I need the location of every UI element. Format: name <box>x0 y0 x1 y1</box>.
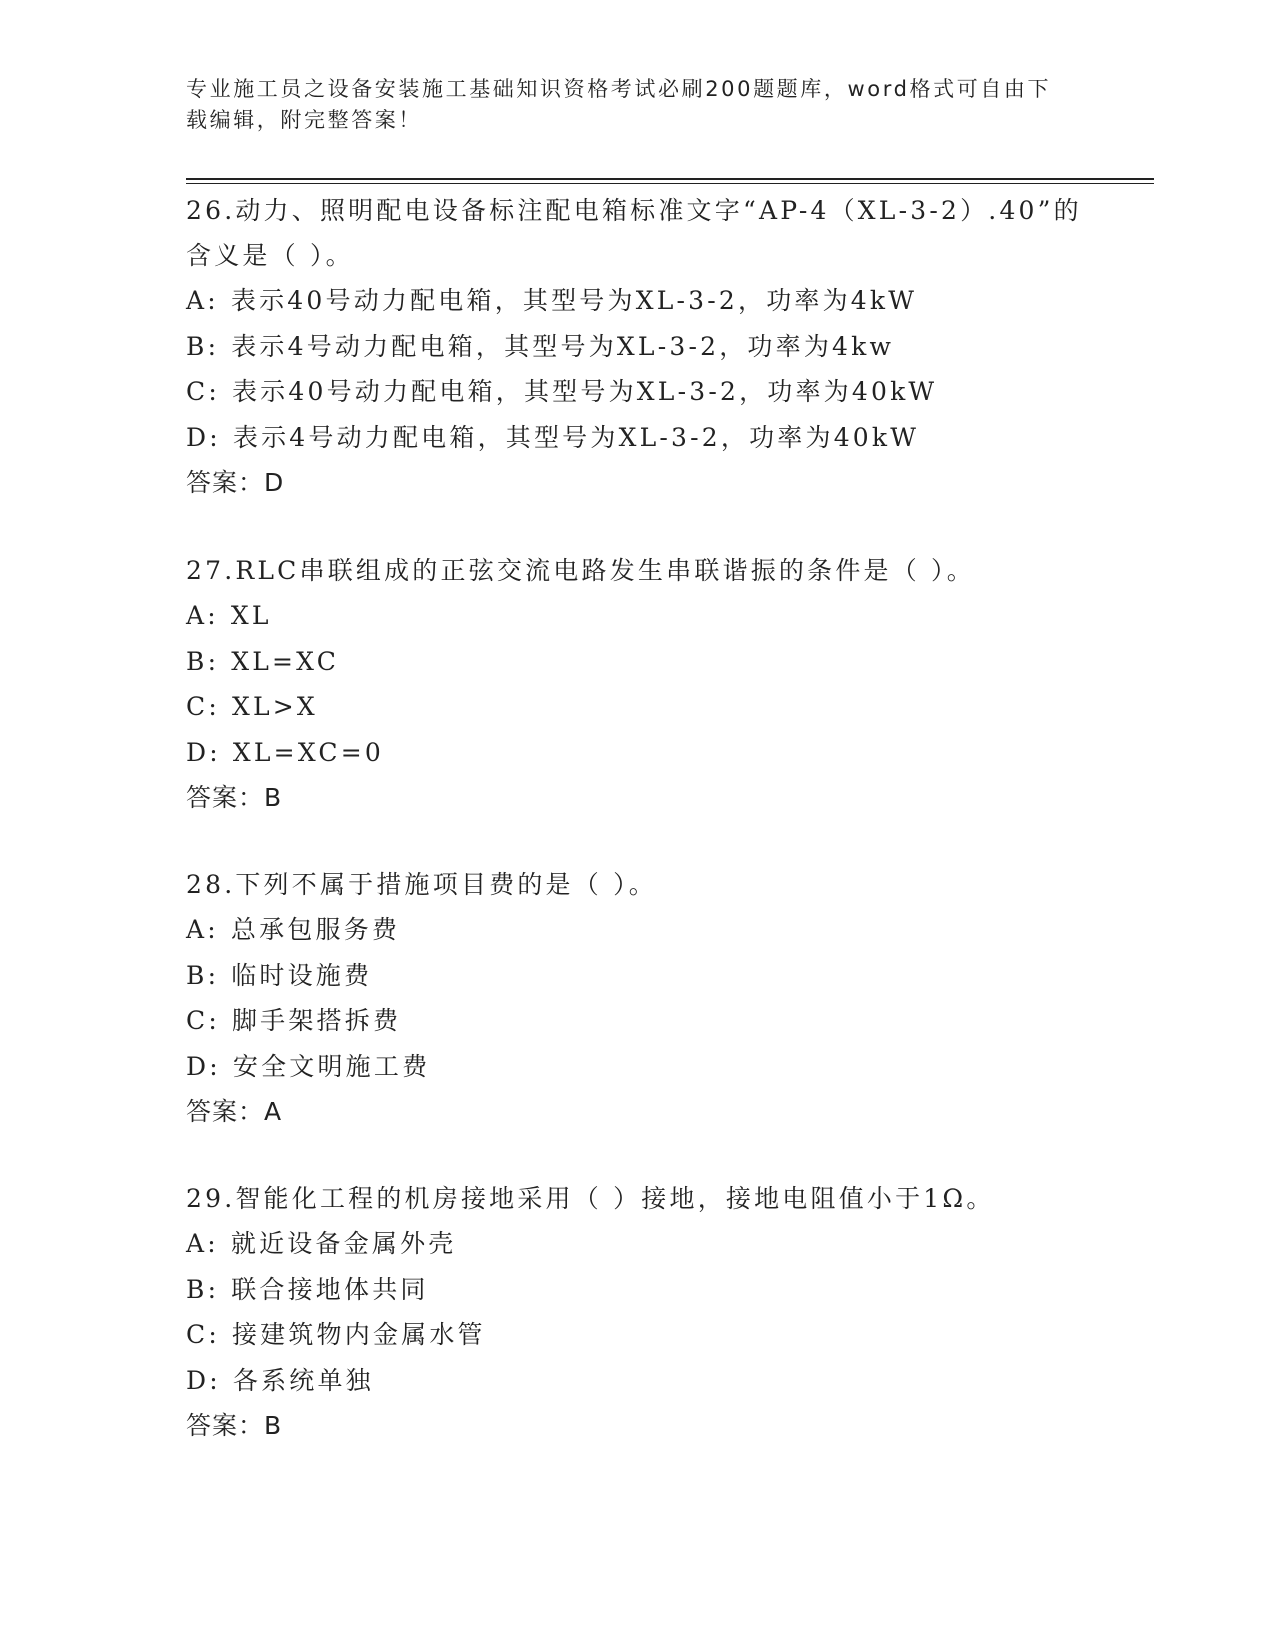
option-a <box>186 1221 1086 1267</box>
option-text: 就近设备金属外壳 <box>230 1229 457 1258</box>
option-c <box>186 1312 1086 1358</box>
answer-line: 答案：B <box>186 783 283 812</box>
option-a <box>186 278 1086 324</box>
question-26 <box>186 188 1086 505</box>
question-text: 28.下列不属于措施项目费的是（ ）。 <box>186 870 658 899</box>
option-text: 表示40号动力配电箱，其型号为XL-3-2，功率为4kW <box>230 286 918 315</box>
option-d <box>186 730 1086 776</box>
option-text: 表示4号动力配电箱，其型号为XL-3-2，功率为4kw <box>231 331 895 361</box>
header-divider-thick <box>186 178 1154 180</box>
question-text: 26.动力、照明配电设备标注配电箱标准文字“AP-4（XL-3-2）.40”的含义是（ ）。 <box>186 196 1082 270</box>
option-label: D: <box>186 1365 221 1395</box>
answer-line: 答案：A <box>186 1097 283 1126</box>
option-text: XL=XC=0 <box>232 737 384 767</box>
option-label: D: <box>186 1051 221 1081</box>
option-c <box>186 684 1086 730</box>
question-28 <box>186 862 1086 1134</box>
answer-line: 答案：D <box>186 468 285 497</box>
question-29 <box>186 1176 1086 1448</box>
question-text: 29.智能化工程的机房接地采用（ ）接地，接地电阻值小于1Ω。 <box>186 1184 995 1213</box>
option-text: 联合接地体共同 <box>231 1274 429 1304</box>
option-b <box>186 1267 1086 1313</box>
option-text: 临时设施费 <box>231 960 373 990</box>
option-label: B: <box>186 1274 220 1304</box>
option-d <box>186 1358 1086 1404</box>
option-label: C: <box>186 377 220 406</box>
question-27 <box>186 548 1086 820</box>
option-label: D: <box>186 737 221 767</box>
option-label: A: <box>186 1229 219 1258</box>
option-text: 表示40号动力配电箱，其型号为XL-3-2，功率为40kW <box>231 377 938 406</box>
option-text: 接建筑物内金属水管 <box>231 1320 486 1349</box>
option-b <box>186 324 1086 370</box>
option-a <box>186 593 1086 639</box>
option-b <box>186 639 1086 685</box>
option-text: 安全文明施工费 <box>232 1051 431 1081</box>
option-label: B: <box>186 331 220 361</box>
option-d <box>186 415 1086 461</box>
header-title: 专业施工员之设备安装施工基础知识资格考试必刷200题题库，word格式可自由下载编辑，附完整答案！ <box>186 77 1052 132</box>
option-b <box>186 953 1086 999</box>
option-label: A: <box>186 286 219 315</box>
option-text: 总承包服务费 <box>230 915 401 944</box>
option-label: B: <box>186 960 220 990</box>
document-header <box>186 74 1066 136</box>
option-d <box>186 1044 1086 1090</box>
option-label: A: <box>186 915 219 944</box>
option-text: 脚手架搭拆费 <box>231 1006 402 1035</box>
question-text: 27.RLC串联组成的正弦交流电路发生串联谐振的条件是（ ）。 <box>186 556 975 585</box>
option-text: XL>X <box>231 692 318 721</box>
option-text: XL=XC <box>231 646 340 676</box>
option-text: 表示4号动力配电箱，其型号为XL-3-2，功率为40kW <box>232 422 920 452</box>
answer-line: 答案：B <box>186 1411 283 1440</box>
option-c <box>186 369 1086 415</box>
option-label: A: <box>186 601 219 630</box>
option-label: C: <box>186 692 220 721</box>
header-divider-thin <box>186 183 1154 184</box>
option-c <box>186 998 1086 1044</box>
option-text: XL <box>230 601 272 630</box>
option-text: 各系统单独 <box>232 1365 374 1395</box>
option-a <box>186 907 1086 953</box>
option-label: D: <box>186 422 221 452</box>
option-label: C: <box>186 1006 220 1035</box>
option-label: C: <box>186 1320 220 1349</box>
option-label: B: <box>186 646 220 676</box>
